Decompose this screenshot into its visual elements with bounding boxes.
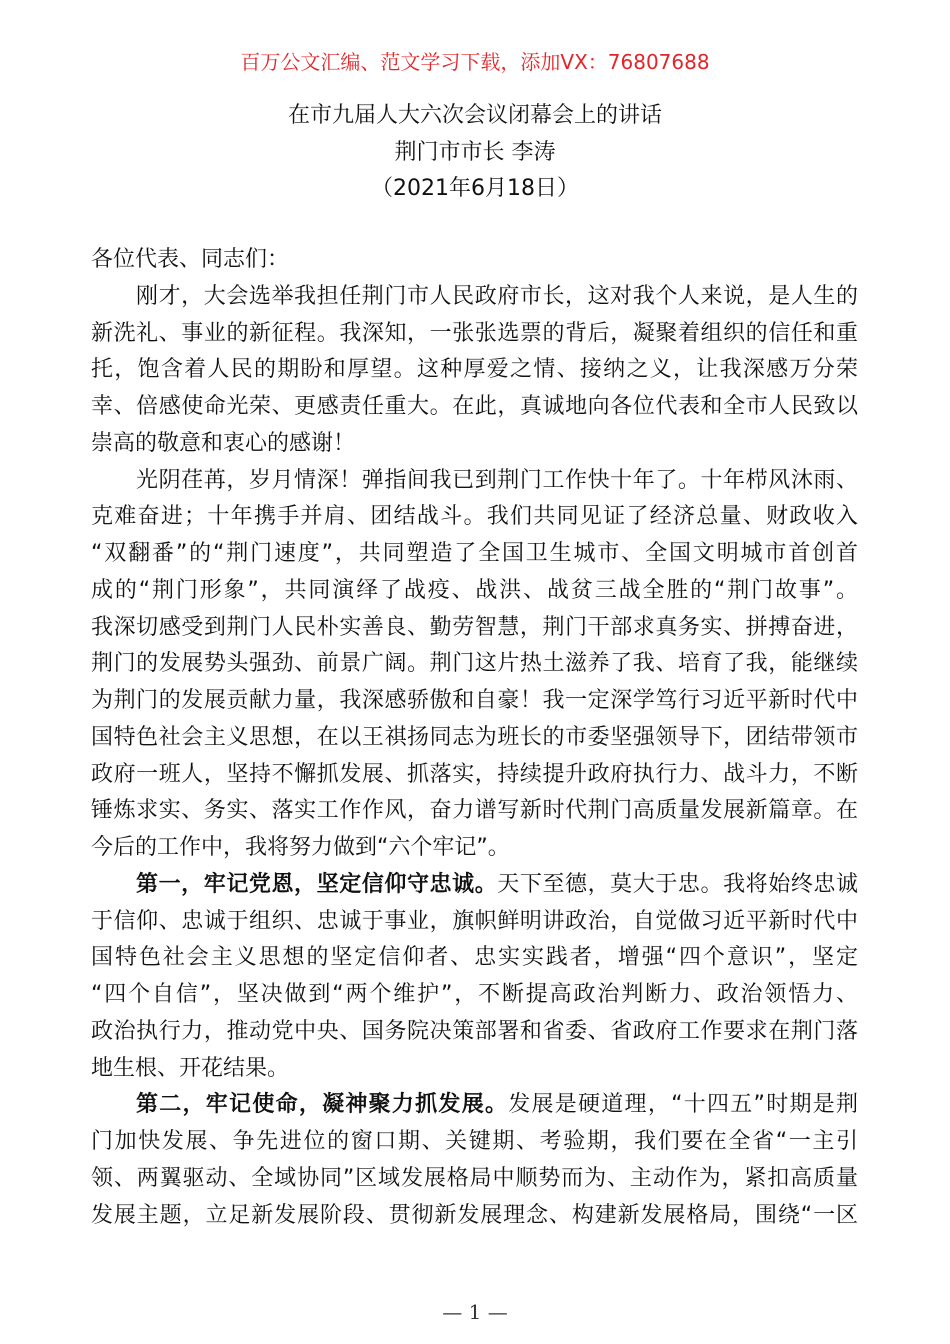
text-line	[91, 501, 858, 538]
line-text: 国特色社会主义思想的坚定信仰者、忠实实践者，增强“四个意识”，坚定	[91, 945, 858, 971]
text-line	[91, 244, 858, 281]
line-text: 今后的工作中，我将努力做到“六个牢记”。	[91, 835, 510, 860]
text-line	[91, 759, 858, 796]
text-line	[91, 354, 858, 391]
text-line	[91, 979, 858, 1016]
line-text: 门加快发展、争先进位的窗口期、关键期、考验期，我们要在全省“一主引	[91, 1129, 858, 1154]
text-line	[91, 1163, 858, 1200]
line-text: 锤炼求实、务实、落实工作作风，奋力谱写新时代荆门高质量发展新篇章。在	[91, 798, 858, 824]
text-line	[91, 318, 858, 355]
text-line	[91, 685, 858, 722]
line-text: “四个自信”，坚决做到“两个维护”，不断提高政治判断力、政治领悟力、	[91, 982, 858, 1007]
line-text: 地生根、开花结果。	[91, 1055, 290, 1081]
text-line	[91, 832, 858, 869]
text-line	[91, 391, 858, 428]
line-text: 政治执行力，推动党中央、国务院决策部署和省委、省政府工作要求在荆门落	[91, 1018, 858, 1044]
date-line: （2021年6月18日）	[371, 176, 579, 201]
line-text: 幸、倍感使命光荣、更感责任重大。在此，真诚地向各位代表和全市人民致以	[91, 394, 858, 419]
text-line	[91, 1200, 858, 1237]
line-text: 崇高的敬意和衷心的感谢！	[91, 430, 356, 456]
text-line	[91, 648, 858, 685]
line-text: 发展是硬道理，“十四五”时期是荆	[508, 1092, 858, 1118]
line-text: 荆门的发展势头强劲、前景广阔。荆门这片热土滋养了我、培育了我，能继续	[91, 651, 858, 677]
text-line	[91, 1053, 858, 1090]
document-title: 在市九届人大六次会议闭幕会上的讲话	[287, 103, 662, 128]
line-text: 为荆门的发展贡献力量，我深感骄傲和自豪！我一定深学笃行习近平新时代中	[91, 688, 858, 713]
text-line	[91, 465, 858, 502]
text-line	[91, 869, 858, 906]
watermark-banner: 百万公文汇编、范文学习下载，添加VX：76807688	[240, 50, 710, 74]
page-number: — 1 —	[442, 1300, 508, 1324]
text-line	[91, 1126, 858, 1163]
bold-heading: 第一，牢记党恩，坚定信仰守忠诚。	[136, 871, 498, 897]
line-text: 刚才，大会选举我担任荆门市人民政府市长，这对我个人来说，是人生的	[136, 283, 858, 309]
line-text: 成的“荆门形象”，共同演绎了战疫、战洪、战贫三战全胜的“荆门故事”。	[91, 577, 858, 603]
text-line	[91, 575, 858, 612]
text-line	[91, 612, 858, 649]
line-text: 托，饱含着人民的期盼和厚望。这种厚爱之情、接纳之义，让我深感万分荣	[91, 357, 858, 383]
line-text: “双翻番”的“荆门速度”，共同塑造了全国卫生城市、全国文明城市首创首	[91, 541, 858, 566]
line-text: 政府一班人，坚持不懈抓发展、抓落实，持续提升政府执行力、战斗力，不断	[91, 761, 858, 787]
line-text: 光阴荏苒，岁月情深！弹指间我已到荆门工作快十年了。十年栉风沐雨、	[136, 467, 858, 493]
line-text: 我深切感受到荆门人民朴实善良、勤劳智慧，荆门干部求真务实、拼搏奋进，	[91, 614, 858, 640]
text-line	[91, 428, 858, 465]
text-line	[91, 722, 858, 759]
text-line	[91, 1016, 858, 1053]
text-line	[91, 538, 858, 575]
line-text: 发展主题，立足新发展阶段、贯彻新发展理念、构建新发展格局，围绕“一区	[91, 1202, 858, 1228]
text-line	[91, 942, 858, 979]
text-line	[91, 281, 858, 318]
speaker-line: 荆门市市长 李涛	[394, 140, 556, 165]
line-text: 国特色社会主义思想，在以王祺扬同志为班长的市委坚强领导下，团结带领市	[91, 724, 858, 750]
bold-heading: 第二，牢记使命，凝神聚力抓发展。	[136, 1092, 509, 1118]
text-line	[91, 1089, 858, 1126]
line-text: 天下至德，莫大于忠。我将始终忠诚	[497, 871, 858, 897]
document-body	[91, 244, 858, 1236]
line-text: 新洗礼、事业的新征程。我深知，一张张选票的背后，凝聚着组织的信任和重	[91, 320, 858, 346]
line-text: 于信仰、忠诚于组织、忠诚于事业，旗帜鲜明讲政治，自觉做习近平新时代中	[91, 908, 858, 934]
line-text: 克难奋进；十年携手并肩、团结战斗。我们共同见证了经济总量、财政收入	[91, 504, 858, 530]
line-text: 各位代表、同志们：	[91, 247, 290, 272]
text-line	[91, 795, 858, 832]
line-text: 领、两翼驱动、全域协同”区域发展格局中顺势而为、主动作为，紧扣高质量	[91, 1165, 858, 1191]
text-line	[91, 906, 858, 943]
